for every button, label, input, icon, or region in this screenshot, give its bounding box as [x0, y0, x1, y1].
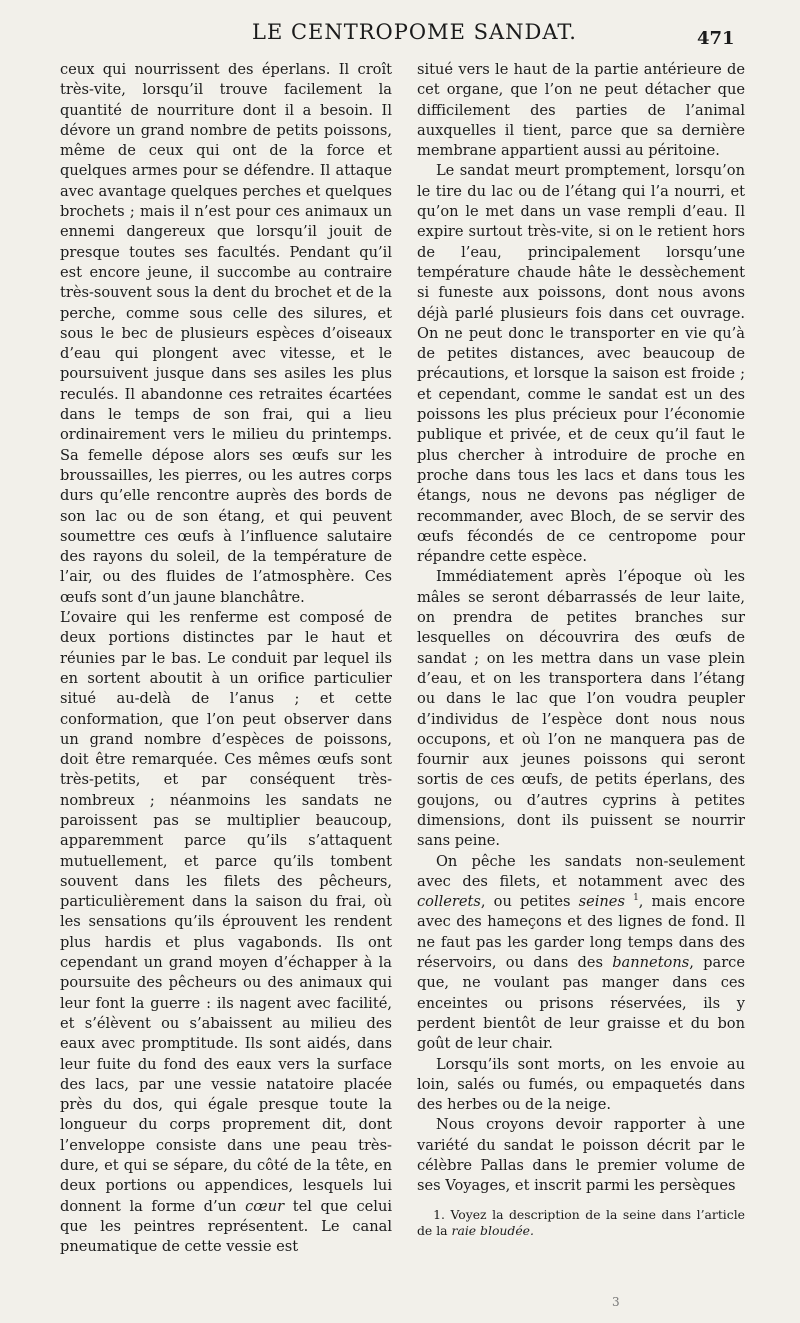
paragraph-text: tel que celui que les peintres représentent. Le canal pneumatique de cette vessie est: [60, 1197, 393, 1256]
right-column: [417, 60, 745, 1239]
signature-mark: 3: [612, 1295, 620, 1309]
paragraph: [417, 852, 745, 1055]
italic-term: bannetons: [612, 954, 690, 972]
paragraph-text: , parce que, ne voulant pas manger dans ces enceintes ou prisons réservées, ils y perdent bientôt de leur graisse et du bon goût de leur chair.: [417, 954, 745, 1053]
paragraph: Lorsqu’ils sont morts, on les envoie au loin, salés ou fumés, ou empaquetés dans des herbes ou de la neige.: [417, 1055, 745, 1114]
paragraph: situé vers le haut de la partie antérieure de cet organe, que l’on ne peut détacher que difficilement des parties de l’animal auxquelles il tient, parce que sa dernière membrane appartient aussi au péritoine.: [417, 61, 745, 160]
paragraph: [60, 608, 392, 1258]
italic-term: cœur: [245, 1197, 285, 1215]
paragraph: ceux qui nourrissent des éperlans. Il croît très-vite, lorsqu’il trouve facilement la quantité de nourriture dont il a besoin. Il dévore un grand nombre de petits poissons, même de ceux qui ont de la force et quelques armes pour se défendre. Il attaque avec avantage quelques perches et quelques brochets ; mais il n’est pour ces animaux un ennemi dangereux que lorsqu’il jouit de presque toutes ses facultés. Pendant qu’il est encore jeune, il succombe au contraire très-souvent sous la dent du brochet et de la perche, comme sous celle des silures, et sous le bec de plusieurs espèces d’oiseaux d’eau qui plongent avec vitesse, et le poursuivent jusque dans ses asiles les plus reculés. Il abandonne ces retraites écartées dans le temps de son frai, qui a lieu ordinairement vers le milieu du printemps. Sa femelle dépose alors ses œufs sur les broussailles, les pierres, ou les autres corps durs qu’elle rencontre auprès des bords de son lac ou de son étang, et qui peuvent soumettre ces œufs à l’influence salutaire des rayons du soleil, de la température de l’air, ou des fluides de l’atmosphère. Ces œufs sont d’un jaune blanchâtre.: [60, 61, 392, 606]
italic-term: collerets: [417, 893, 481, 911]
paragraph-text: L’ovaire qui les renferme est composé de deux portions distinctes par le haut et réunies par le bas. Le conduit par lequel ils en sortent aboutit à un orifice particulier situé au-delà de l’anus ; et cette conformation, que l’on peut observer dans un grand nombre d’espèces de poissons, doit être remarquée. Ces mêmes œufs sont très-petits, et par conséquent très-nombreux ; néanmoins les sandats ne paroissent pas se multiplier beaucoup, apparemment parce qu’ils s’attaquent mutuellement, et parce qu’ils tombent souvent dans les filets des pêcheurs, particulièrement dans la saison du frai, où les sensations qu’ils éprouvent les rendent plus hardis et plus vagabonds. Ils ont cependant un grand moyen d’échapper à la poursuite des pêcheurs ou des animaux qui leur font la guerre : ils nagent avec facilité, et s’élèvent ou s’abaissent au milieu des eaux avec promptitude. Ils sont aidés, dans leur fuite du fond des eaux vers la surface des lacs, par une vessie natatoire placée près du dos, qui égale presque toute la longueur du corps proprement dit, dont l’enveloppe consiste dans une peau très-dure, et qui se sépare, du côté de la tête, en deux portions ou appendices, lesquels lui donnent la forme d’un: [60, 609, 392, 1215]
paragraph-text: , ou petites: [480, 893, 571, 911]
footnote: [417, 1207, 745, 1239]
left-column: [60, 60, 392, 1258]
paragraph: Immédiatement après l’époque où les mâles se seront débarrassés de leur laite, on prendra de petites branches sur lesquelles on découvrira des œufs de sandat ; on les mettra dans un vase plein d’eau, et on les transportera dans l’étang ou dans le lac que l’on voudra peupler d’individus de l’espèce dont nous nous occupons, et où l’on ne manquera pas de fournir aux jeunes poissons qui seront sortis de ces œufs, de petits éperlans, des goujons, ou d’autres cyprins à petites dimensions, dont ils puissent se nourrir sans peine.: [417, 568, 745, 850]
page-number: 471: [697, 28, 735, 49]
paragraph-text: , mais encore avec des hameçons et des lignes de fond. Il ne faut pas les garder long temps dans des réservoirs, ou dans des: [417, 893, 745, 972]
paragraph: Nous croyons devoir rapporter à une variété du sandat le poisson décrit par le célèbre Pallas dans le premier volume de ses Voyages, et inscrit parmi les persèques: [417, 1116, 745, 1195]
footnote-text: 1. Voyez la description de la seine dans l’article de la: [417, 1206, 745, 1238]
paragraph: Le sandat meurt promptement, lorsqu’on le tire du lac ou de l’étang qui l’a nourri, et qu’on le met dans un vase rempli d’eau. Il expire surtout très-vite, si on le retient hors de l’eau, principalement lorsqu’une température chaude hâte le dessèchement si funeste aux poissons, dont nous avons déjà parlé plusieurs fois dans cet ouvrage. On ne peut donc le transporter en vie qu’à de petites distances, avec beaucoup de précautions, et lorsque la saison est froide ; et cependant, comme le sandat est un des poissons les plus précieux pour l’économie publique et privée, et de ceux qu’il faut le plus chercher à introduire de proche en proche dans tous les lacs et dans tous les étangs, nous ne devons pas négliger de recommander, avec Bloch, de se servir des œufs fécondés de ce centropome pour répandre cette espèce.: [417, 162, 745, 566]
italic-term: seines: [578, 893, 625, 911]
running-title: LE CENTROPOME SANDAT.: [252, 20, 577, 44]
italic-term: raie bloudée.: [451, 1222, 534, 1238]
paragraph-text: On pêche les sandats non-seulement avec des filets, et notamment avec des: [417, 852, 745, 890]
running-head: [0, 14, 800, 54]
footnote-ref: 1: [633, 893, 639, 904]
